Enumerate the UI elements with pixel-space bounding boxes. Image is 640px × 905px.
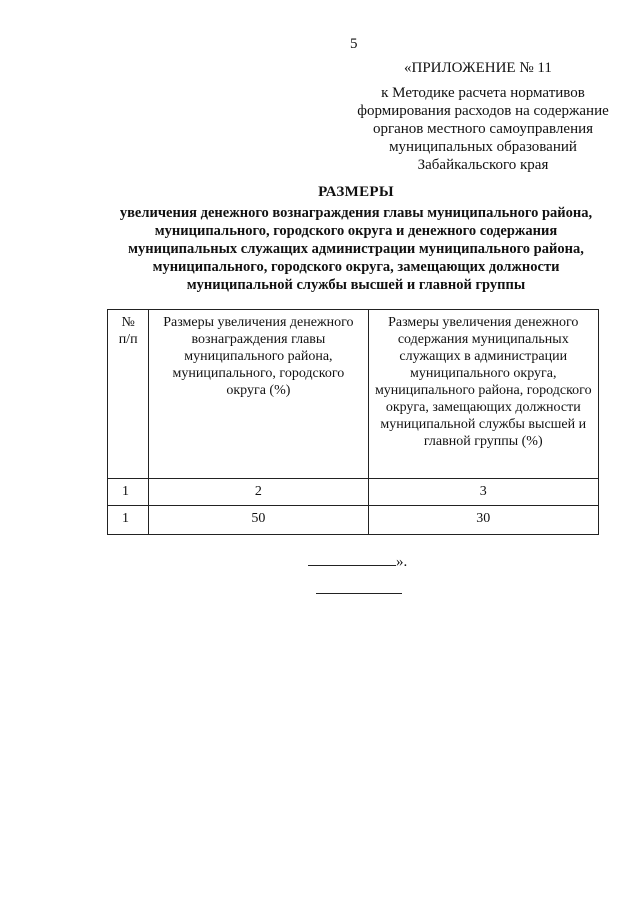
closing-blank-line: [308, 553, 396, 566]
closing-mark: [308, 553, 407, 571]
appendix-caption: к Методике расчета нормативов формирования расходов на содержание органов местного самоуправления муниципальных образований Забайкальского края: [357, 85, 609, 173]
employee-salary-value: 30: [368, 506, 598, 535]
column-number-1: 1: [108, 479, 149, 506]
column-number-row: [108, 479, 599, 506]
sizes-table: [107, 309, 599, 535]
header-employee-salary: Размеры увеличения денежного содержания муниципальных служащих в администрации муниципального округа, муниципального района, городского округа, замещающих должности муниципальной службы высшей и главной группы (%): [368, 310, 598, 479]
column-number-2: 2: [149, 479, 368, 506]
header-number: № п/п: [108, 310, 149, 479]
document-title: РАЗМЕРЫ: [318, 184, 394, 200]
table-header-row: [108, 310, 599, 479]
table-row: [108, 506, 599, 535]
header-head-remuneration: Размеры увеличения денежного вознаграждения главы муниципального района, муниципального, городского округа (%): [149, 310, 368, 479]
head-remuneration-value: 50: [149, 506, 368, 535]
row-number: 1: [108, 506, 149, 535]
document-subtitle: увеличения денежного вознаграждения главы муниципального района, муниципального, городского округа и денежного содержания муниципальных служащих администрации муниципального района, муниципального, городского округа, замещающих должности муниципальной службы высшей и главной группы: [119, 205, 593, 293]
closing-quote: ».: [396, 554, 408, 570]
column-number-3: 3: [368, 479, 598, 506]
end-divider: [316, 593, 402, 594]
page-number: 5: [350, 36, 358, 52]
appendix-title: «ПРИЛОЖЕНИЕ № 11: [404, 60, 552, 76]
